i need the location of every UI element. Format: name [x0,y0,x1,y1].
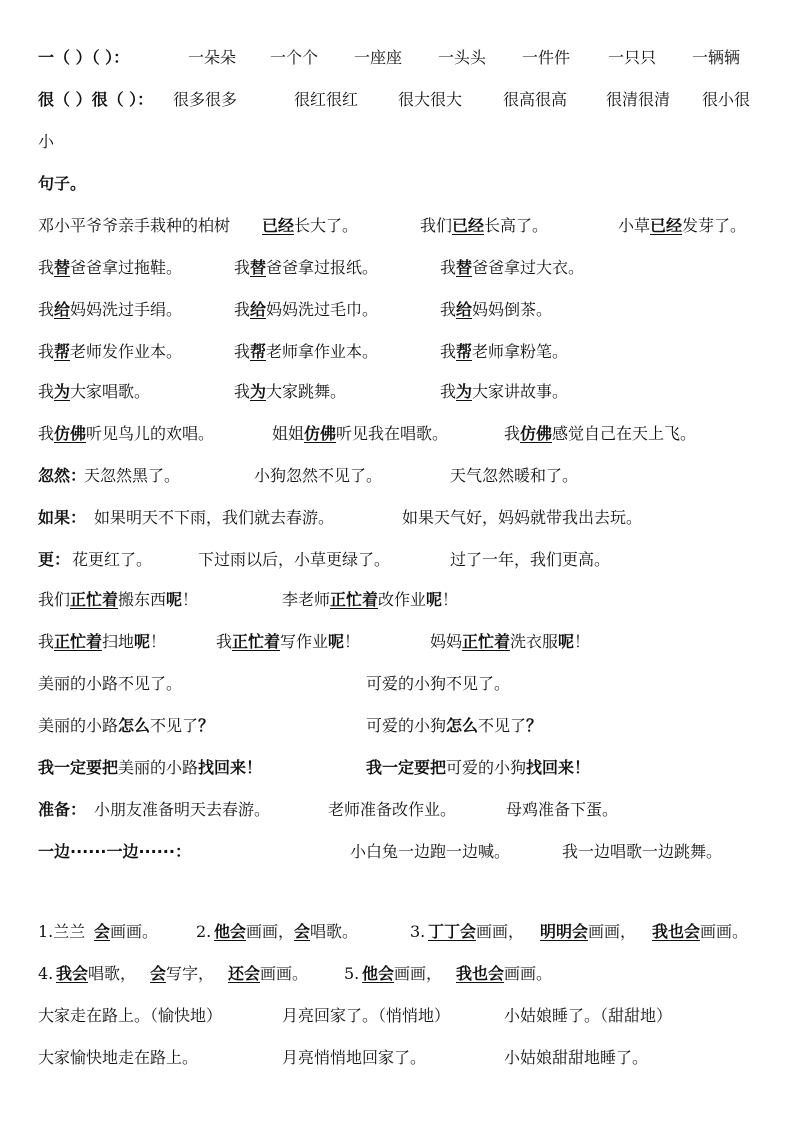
text-segment: 大家讲故事。 [472,382,569,401]
text-segment: 月亮回家了。（悄悄地） [282,1006,451,1025]
text-segment: 听见鸟儿的欢唱。 [86,424,215,443]
text-segment: ！ [442,590,459,609]
text-segment: 我们 [38,590,71,609]
text-segment: 感觉自己在天上飞。 [552,424,697,443]
emphasis-text: ？ [198,716,215,735]
emphasis-text: 会 [94,922,111,941]
text-line [38,88,774,112]
emphasis-text: 仿佛 [520,424,553,443]
text-segment: 我 [504,424,521,443]
text-line [38,588,774,612]
text-segment: 我 [440,300,457,319]
emphasis-text: 仿佛 [304,424,337,443]
text-segment: ！ [182,590,199,609]
text-segment: 写字， [166,964,215,983]
text-segment: 唱歌。 [310,922,359,941]
text-segment: 唱歌， [88,964,137,983]
emphasis-text: 还会 [228,964,261,983]
emphasis-text: 句子。 [38,174,87,193]
text-segment: 邓小平爷爷亲手栽种的柏树 [38,216,231,235]
emphasis-text: 给 [250,300,267,319]
text-line [38,756,774,780]
text-segment: 画画， [394,964,443,983]
text-segment: 很多很多 [173,90,238,109]
emphasis-text: 为 [456,382,473,401]
emphasis-text: 仿佛 [54,424,87,443]
text-segment: 我 [38,258,55,277]
text-line [38,130,774,154]
emphasis-text: 给 [456,300,473,319]
text-segment: 小姑娘睡了。（甜甜地） [504,1006,673,1025]
text-segment: 妈妈洗过手绢。 [70,300,183,319]
text-segment: 大家跳舞。 [266,382,347,401]
text-line [38,672,774,696]
text-segment: 改作业 [378,590,427,609]
emphasis-text: 我会 [56,964,89,983]
text-segment: 一座座 [354,48,403,67]
text-segment: 美丽的小路不见了。 [38,674,183,693]
text-segment: 我 [38,382,55,401]
text-segment: 不见了 [150,716,199,735]
text-segment: 发芽了。 [682,216,747,235]
text-line [38,380,774,404]
emphasis-text: 呢 [134,632,151,651]
text-segment: 我 [234,258,251,277]
text-segment: 画画， [588,922,637,941]
text-segment: 洗衣服 [510,632,559,651]
emphasis-text: 他会 [362,964,395,983]
emphasis-text: 给 [54,300,71,319]
text-segment: 天气忽然暖和了。 [450,466,579,485]
text-line [38,920,774,944]
text-segment: 小 [38,132,55,151]
text-segment: 我 [440,342,457,361]
emphasis-text: 已经 [452,216,485,235]
text-segment: 一头头 [438,48,487,67]
text-segment: 我 [38,424,55,443]
emphasis-text: 为 [250,382,267,401]
text-segment: ！ [344,632,361,651]
text-segment: 小姑娘甜甜地睡了。 [504,1048,649,1067]
text-segment: 如果明天不下雨，我们就去春游。 [94,508,335,527]
emphasis-text: 替 [456,258,473,277]
text-segment: 下过雨以后，小草更绿了。 [198,550,391,569]
text-segment: 我 [234,382,251,401]
text-segment: 小白兔一边跑一边喊。 [350,842,511,861]
text-segment: 写作业 [280,632,329,651]
text-segment: 搬东西 [118,590,167,609]
text-line [38,1046,774,1070]
text-segment: 花更红了。 [72,550,153,569]
text-segment: 老师准备改作业。 [328,800,457,819]
text-segment: 画画。 [700,922,749,941]
emphasis-text: ？ [526,716,543,735]
text-segment: 一件件 [522,48,571,67]
text-line [38,506,774,530]
text-line [38,840,774,864]
emphasis-text: 已经 [262,216,295,235]
text-segment: 过了一年，我们更高。 [450,550,611,569]
text-segment: 李老师 [282,590,331,609]
text-segment: 我 [234,300,251,319]
emphasis-text: 忽然： [38,466,87,485]
text-segment: 扫地 [102,632,135,651]
text-segment: 画画， [246,922,295,941]
text-line [38,340,774,364]
text-segment: 一辆辆 [692,48,741,67]
text-segment: 可爱的小狗 [446,758,527,777]
emphasis-text: 我也会 [456,964,505,983]
text-segment: 妈妈倒茶。 [472,300,553,319]
emphasis-text: 帮 [250,342,267,361]
emphasis-text: 正忙着 [232,632,281,651]
emphasis-text: 我也会 [652,922,701,941]
text-segment: 母鸡准备下蛋。 [506,800,619,819]
text-segment: 画画。 [504,964,553,983]
text-segment: 天忽然黑了。 [84,466,181,485]
text-segment: 我 [38,342,55,361]
text-segment: 我一边唱歌一边跳舞。 [562,842,723,861]
text-segment: 大家唱歌。 [70,382,151,401]
text-segment: ！ [150,632,167,651]
emphasis-text: 很（ ）很（ ）： [38,90,154,109]
emphasis-text: 明明会 [540,922,589,941]
text-segment: 我 [440,382,457,401]
text-segment: 妈妈 [430,632,463,651]
emphasis-text: 正忙着 [70,590,119,609]
text-segment: 听见我在唱歌。 [336,424,449,443]
text-segment: 长大了。 [294,216,359,235]
text-segment: 一个个 [270,48,319,67]
text-line [38,298,774,322]
emphasis-text: 一边······一边······： [38,842,191,861]
emphasis-text: 替 [250,258,267,277]
text-line [38,1004,774,1028]
text-segment: 很高很高 [503,90,568,109]
text-segment: 美丽的小路 [118,758,199,777]
emphasis-text: 我一定要把 [366,758,447,777]
text-segment: 我 [440,258,457,277]
emphasis-text: 会 [294,922,311,941]
emphasis-text: 呢 [328,632,345,651]
text-segment: 老师拿粉笔。 [472,342,569,361]
text-segment: 如果天气好，妈妈就带我出去玩。 [402,508,643,527]
emphasis-text: 他会 [214,922,247,941]
text-segment: 很清很清 [606,90,671,109]
text-segment: 妈妈洗过毛巾。 [266,300,379,319]
emphasis-text: 更： [38,550,71,569]
emphasis-text: 正忙着 [330,590,379,609]
emphasis-text: 为 [54,382,71,401]
text-segment: 姐姐 [272,424,305,443]
text-segment: 大家愉快地走在路上。 [38,1048,199,1067]
emphasis-text: 我一定要把 [38,758,119,777]
text-segment: 很小很 [702,90,751,109]
text-segment: 2. [196,922,212,941]
text-segment: 我 [234,342,251,361]
text-segment: 可爱的小狗不见了。 [366,674,511,693]
text-segment: 我 [38,300,55,319]
text-segment: 很大很大 [398,90,463,109]
emphasis-text: 丁丁会 [428,922,477,941]
text-segment: 月亮悄悄地回家了。 [282,1048,427,1067]
text-line [38,548,774,572]
text-line [38,214,774,238]
emphasis-text: 准备： [38,800,87,819]
text-line [38,630,774,654]
text-segment: 我 [216,632,233,651]
text-line [38,714,774,738]
emphasis-text: 怎么 [446,716,479,735]
text-segment: 5. [344,964,360,983]
text-segment: 小朋友准备明天去春游。 [94,800,271,819]
text-segment: 画画。 [110,922,159,941]
emphasis-text: 如果： [38,508,87,527]
emphasis-text: 帮 [456,342,473,361]
emphasis-text: 呢 [166,590,183,609]
emphasis-text: 帮 [54,342,71,361]
text-line [38,256,774,280]
text-segment: 爸爸拿过拖鞋。 [70,258,183,277]
text-line [38,46,774,70]
text-segment: 我们 [420,216,453,235]
text-segment: 3. [410,922,426,941]
text-line [38,464,774,488]
text-segment: 爸爸拿过大衣。 [472,258,585,277]
text-segment: 老师拿作业本。 [266,342,379,361]
emphasis-text: 正忙着 [462,632,511,651]
text-segment: 可爱的小狗 [366,716,447,735]
text-segment: 很红很红 [294,90,359,109]
emphasis-text: 怎么 [118,716,151,735]
emphasis-text: 找回来！ [198,758,263,777]
text-segment: 画画， [476,922,525,941]
text-segment: 长高了。 [484,216,549,235]
text-segment: 1.兰兰 [38,922,86,941]
text-line [38,962,774,986]
text-segment: 我 [38,632,55,651]
text-segment: 爸爸拿过报纸。 [266,258,379,277]
emphasis-text: 呢 [426,590,443,609]
emphasis-text: 呢 [558,632,575,651]
text-segment: 小草 [618,216,651,235]
text-segment: 大家走在路上。（愉快地） [38,1006,223,1025]
text-segment: 老师发作业本。 [70,342,183,361]
emphasis-text: 会 [150,964,167,983]
text-line [38,422,774,446]
text-segment: 小狗忽然不见了。 [254,466,383,485]
emphasis-text: 替 [54,258,71,277]
text-segment: 一朵朵 [188,48,237,67]
text-line [38,882,774,906]
text-segment: ！ [574,632,591,651]
emphasis-text: 已经 [650,216,683,235]
emphasis-text: 一（ ）（ ）： [38,48,130,67]
text-line [38,798,774,822]
text-segment: 画画。 [260,964,309,983]
emphasis-text: 找回来！ [526,758,591,777]
text-segment: 美丽的小路 [38,716,119,735]
text-segment: 一只只 [608,48,657,67]
emphasis-text: 正忙着 [54,632,103,651]
text-segment: 不见了 [478,716,527,735]
text-segment: 4. [38,964,54,983]
text-line [38,172,774,196]
